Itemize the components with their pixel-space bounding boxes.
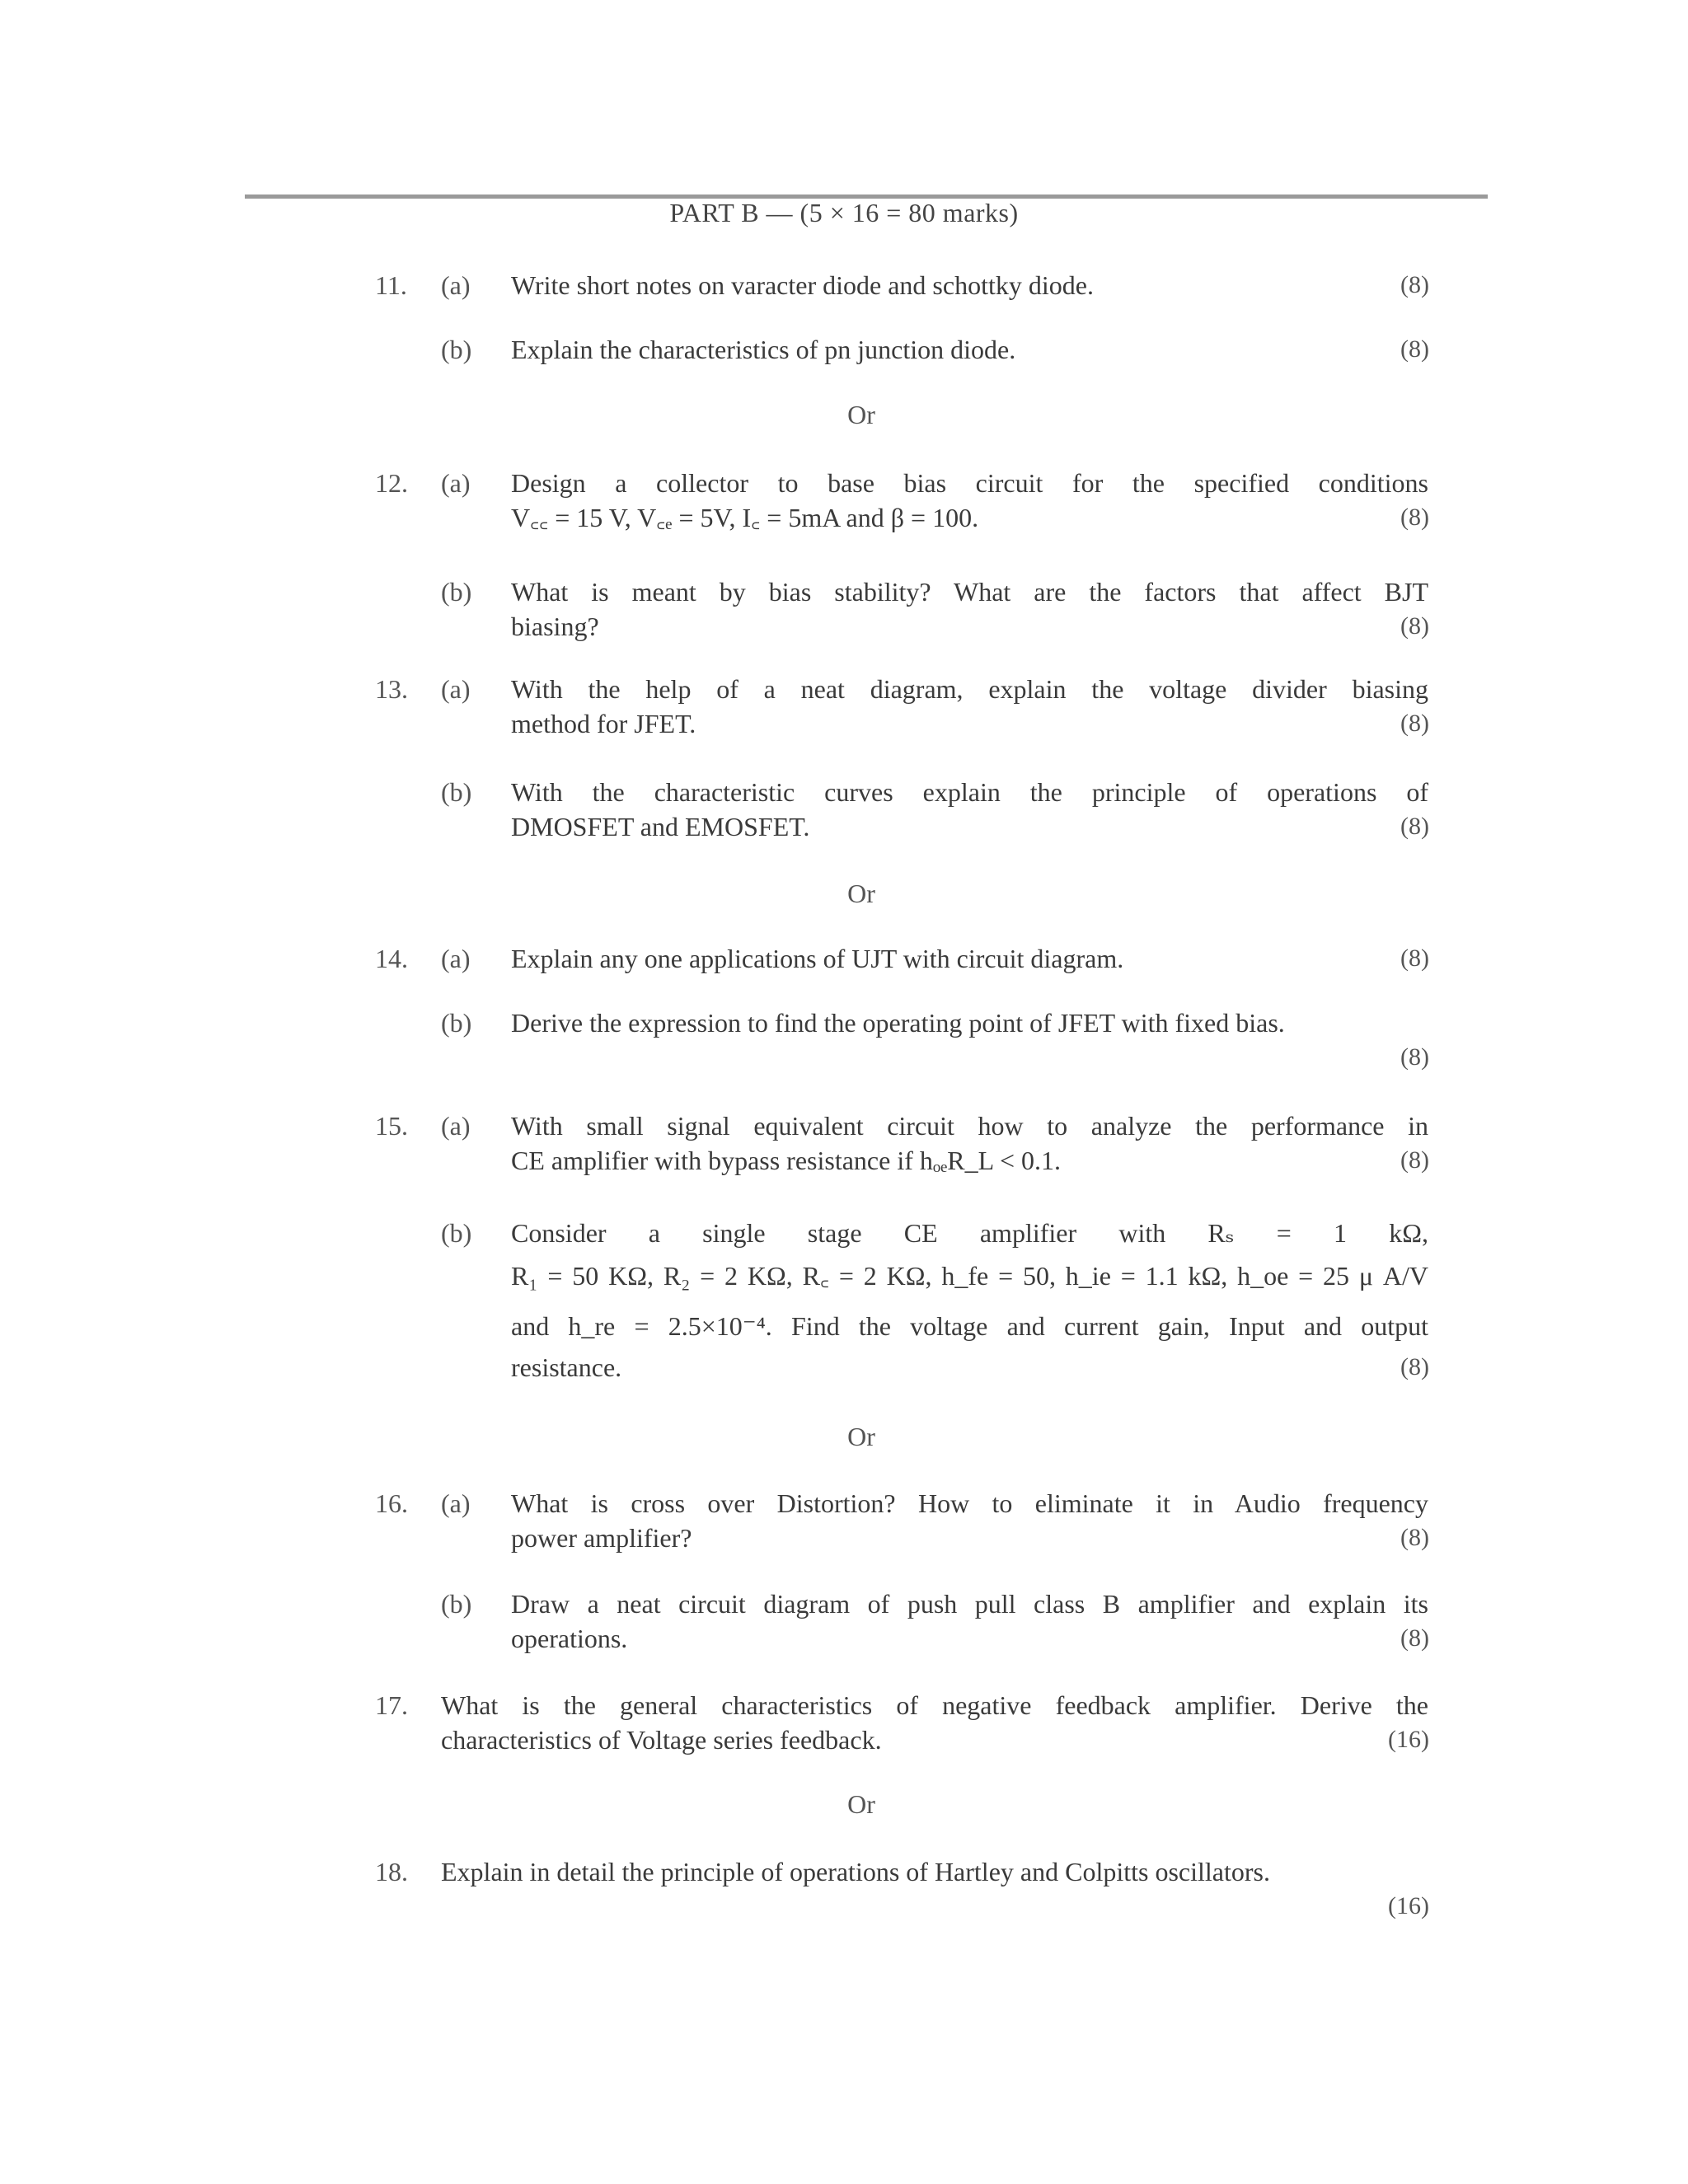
q13a-label: (a) (441, 674, 471, 704)
question-number-17: 17. (375, 1690, 408, 1720)
q13b-marks: (8) (1400, 813, 1429, 840)
q11b-label: (b) (441, 335, 472, 364)
q13a-line1: With the help of a neat diagram, explain the voltage divider biasing (511, 674, 1428, 704)
q14b-label: (b) (441, 1008, 472, 1038)
q12a-marks: (8) (1400, 504, 1429, 531)
q16b-line1: Draw a neat circuit diagram of push pull class B amplifier and explain its (511, 1589, 1428, 1619)
q12a-line2: V꜀꜀ = 15 V, V꜀ₑ = 5V, I꜀ = 5mA and β = 100. (511, 503, 979, 532)
q16b-line2: operations. (511, 1624, 628, 1653)
or-divider-2: Or (847, 879, 875, 908)
q18-text: Explain in detail the principle of operations of Hartley and Colpitts oscillators. (441, 1857, 1270, 1886)
question-number-11: 11. (375, 270, 407, 300)
q15b-line1: Consider a single stage CE amplifier with Rₛ = 1 kΩ, (511, 1218, 1428, 1248)
question-number-14: 14. (375, 944, 408, 973)
q15b-line3: and h_re = 2.5×10⁻⁴. Find the voltage and current gain, Input and output (511, 1311, 1428, 1341)
q17-marks: (16) (1388, 1726, 1429, 1753)
question-number-12: 12. (375, 468, 408, 498)
q16a-line1: What is cross over Distortion? How to eliminate it in Audio frequency (511, 1488, 1428, 1518)
q15b-label: (b) (441, 1218, 472, 1248)
q13a-line2: method for JFET. (511, 709, 696, 738)
q14b-marks: (8) (1400, 1043, 1429, 1071)
q15a-marks: (8) (1400, 1146, 1429, 1174)
q13b-line2: DMOSFET and EMOSFET. (511, 812, 810, 841)
or-divider-3: Or (847, 1422, 875, 1451)
q14a-label: (a) (441, 944, 471, 973)
or-divider-4: Or (847, 1789, 875, 1819)
q16a-marks: (8) (1400, 1524, 1429, 1551)
q14a-text: Explain any one applications of UJT with circuit diagram. (511, 944, 1124, 973)
q14b-text: Derive the expression to find the operating point of JFET with fixed bias. (511, 1008, 1285, 1038)
q15b-line2: R₁ = 50 KΩ, R₂ = 2 KΩ, R꜀ = 2 KΩ, h_fe = 50, h_ie = 1.1 kΩ, h_oe = 25 μ A/V (511, 1261, 1428, 1291)
question-number-18: 18. (375, 1857, 408, 1886)
q17-line1: What is the general characteristics of negative feedback amplifier. Derive the (441, 1690, 1428, 1720)
q15a-line1: With small signal equivalent circuit how to analyze the performance in (511, 1111, 1428, 1141)
q15b-line4: resistance. (511, 1352, 622, 1382)
q12b-line2: biasing? (511, 612, 599, 641)
q12a-line1: Design a collector to base bias circuit for the specified conditions (511, 468, 1428, 498)
q11a-marks: (8) (1400, 271, 1429, 298)
q13b-line1: With the characteristic curves explain the principle of operations of (511, 777, 1428, 807)
q11a-label: (a) (441, 270, 471, 300)
q12b-label: (b) (441, 577, 472, 607)
q12a-label: (a) (441, 468, 471, 498)
part-heading: PART B — (5 × 16 = 80 marks) (669, 198, 1019, 227)
q16a-line2: power amplifier? (511, 1523, 692, 1553)
q11b-text: Explain the characteristics of pn junction diode. (511, 335, 1016, 364)
q11a-text: Write short notes on varacter diode and schottky diode. (511, 270, 1094, 300)
q12b-line1: What is meant by bias stability? What are the factors that affect BJT (511, 577, 1428, 607)
q16a-label: (a) (441, 1488, 471, 1518)
q14a-marks: (8) (1400, 944, 1429, 972)
q15a-line2: CE amplifier with bypass resistance if hₒₑR_L < 0.1. (511, 1146, 1062, 1175)
question-number-15: 15. (375, 1111, 408, 1141)
q12b-marks: (8) (1400, 612, 1429, 640)
question-number-13: 13. (375, 674, 408, 704)
question-number-16: 16. (375, 1488, 408, 1518)
q16b-marks: (8) (1400, 1624, 1429, 1652)
q15b-marks: (8) (1400, 1353, 1429, 1380)
q13a-marks: (8) (1400, 710, 1429, 737)
q11b-marks: (8) (1400, 335, 1429, 363)
q16b-label: (b) (441, 1589, 472, 1619)
q13b-label: (b) (441, 777, 472, 807)
q18-marks: (16) (1388, 1892, 1429, 1919)
or-divider-1: Or (847, 400, 875, 429)
q17-line2: characteristics of Voltage series feedback. (441, 1725, 882, 1755)
q15a-label: (a) (441, 1111, 471, 1141)
